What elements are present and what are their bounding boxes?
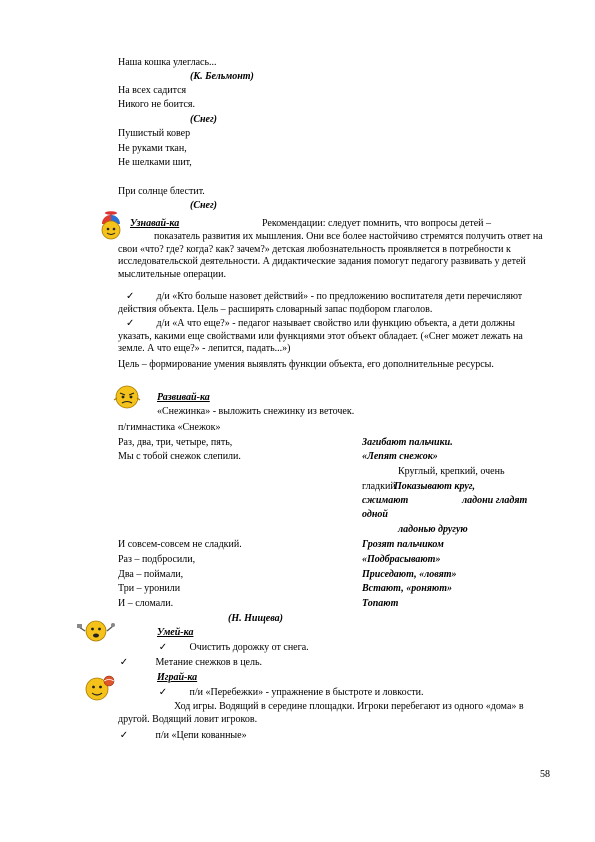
- list-item: [118, 657, 262, 669]
- goal-text: Цель – формирование умения выявлять функции объекта, его дополнительные ресурсы.: [118, 359, 494, 370]
- riddle-line: Пушистый ковер: [118, 128, 191, 139]
- list-item: [157, 642, 309, 654]
- rhyme-action: Встают, «роняют»: [362, 583, 452, 594]
- rhyme-author: (Н. Нищева): [228, 613, 283, 624]
- game-item: [118, 318, 544, 356]
- rhyme-line: И – сломали.: [118, 598, 174, 609]
- rhyme-line: Три – уронили: [118, 583, 181, 594]
- riddle-line: На всех садится: [118, 85, 187, 96]
- rhyme-action: Показывают круг,: [394, 481, 475, 492]
- poem-author: (К. Бельмонт): [190, 71, 254, 82]
- check-icon: ✓: [126, 291, 135, 302]
- riddle-answer: (Снег): [190, 200, 218, 211]
- rhyme-action: ладонью другую: [398, 524, 468, 535]
- section-title-umeika: Умей-ка: [157, 627, 194, 638]
- list-item-text: п/и «Цепи кованные»: [155, 730, 247, 741]
- rhyme-line: Раз – подбросили,: [118, 554, 196, 565]
- check-icon: ✓: [119, 730, 129, 741]
- check-icon: ✓: [126, 318, 135, 329]
- list-item-text: Очистить дорожку от снега.: [189, 642, 309, 653]
- list-item-text: Метание снежков в цель.: [155, 657, 263, 668]
- section-title-uznavaika: Узнавай-ка: [130, 218, 180, 229]
- rhyme-line: Раз, два, три, четыре, пять,: [118, 437, 233, 448]
- riddle-line: Никого не боится.: [118, 99, 196, 110]
- game-item: [118, 291, 544, 316]
- riddle-line: Не шелками шит,: [118, 157, 192, 168]
- task-text: «Снежинка» - выложить снежинку из веточек.: [157, 406, 355, 417]
- section-title-razvivaika: Развивай-ка: [157, 392, 210, 403]
- frowning-smiley-icon: [112, 384, 142, 410]
- rhyme-line: гладкий: [362, 481, 396, 492]
- game-course-text: Ход игры. Водящий в середине площадки. Игроки перебегают из одного «дома» в другой. Водящий ловит игроков.: [118, 701, 524, 725]
- list-item: [118, 730, 247, 742]
- poem-line: Наша кошка улеглась...: [118, 57, 217, 68]
- smiley-with-ball-icon: [82, 673, 116, 703]
- recommendation-first-line: Рекомендации: следует помнить, что вопросы детей –: [262, 218, 491, 229]
- rhyme-line: Круглый, крепкий, очень: [398, 466, 505, 477]
- section-title-igraika: Играй-ка: [157, 672, 198, 683]
- rhyme-line: Мы с тобой снежок слепили.: [118, 451, 241, 462]
- rhyme-action: Загибают пальчики.: [362, 437, 453, 448]
- check-icon: ✓: [158, 687, 168, 698]
- check-icon: ✓: [119, 657, 129, 668]
- rhyme-action: «Лепят снежок»: [362, 451, 438, 462]
- list-item-text: п/и «Перебежки» - упражнение в быстроте и ловкости.: [189, 687, 424, 698]
- rhyme-action: Грозят пальчиком: [362, 539, 444, 550]
- list-item: [157, 687, 424, 699]
- check-icon: ✓: [158, 642, 168, 653]
- rhyme-line: И совсем-совсем не сладкий.: [118, 539, 242, 550]
- game-text: д/и «А что еще?» - педагог называет свойство или функцию объекта, а дети должны указать, какими еще свойствами или функциями этот объект обладает. («Снег может лежать на земле. А что еще?» - лепится, падать...»): [118, 318, 523, 354]
- rhyme-action: Приседают, «ловят»: [362, 569, 457, 580]
- rhyme-action: «Подбрасывают»: [362, 554, 441, 565]
- rhyme-action: сжимают: [362, 495, 409, 506]
- riddle-answer: (Снег): [190, 114, 218, 125]
- smiley-with-tool-icon: [76, 617, 116, 643]
- rhyme-action: Топают: [362, 598, 399, 609]
- rhyme-line: Два – поймали,: [118, 569, 184, 580]
- page-number: 58: [540, 769, 550, 780]
- riddle-line: Не руками ткан,: [118, 143, 187, 154]
- gymnastics-title: п/гимнастика «Снежок»: [118, 422, 221, 433]
- riddle-line: При солнце блестит.: [118, 186, 205, 197]
- rhyme-action: одной: [362, 509, 388, 520]
- game-text: д/и «Кто больше назовет действий» - по предложению воспитателя дети перечисляют действия объекта. Цель – расширять словарный запас подбором глаголов.: [118, 291, 523, 315]
- rhyme-action: ладони гладят: [462, 495, 528, 506]
- recommendation-text: показатель развития их мышления. Они все более настойчиво стремятся получить ответ на свои «что? где? когда? как? зачем?» детская любознательность проявляется в потребности к исследовательской деятельности. А дидактические задания помогут педагогу развивать у детей мыслительные операции.: [118, 231, 543, 280]
